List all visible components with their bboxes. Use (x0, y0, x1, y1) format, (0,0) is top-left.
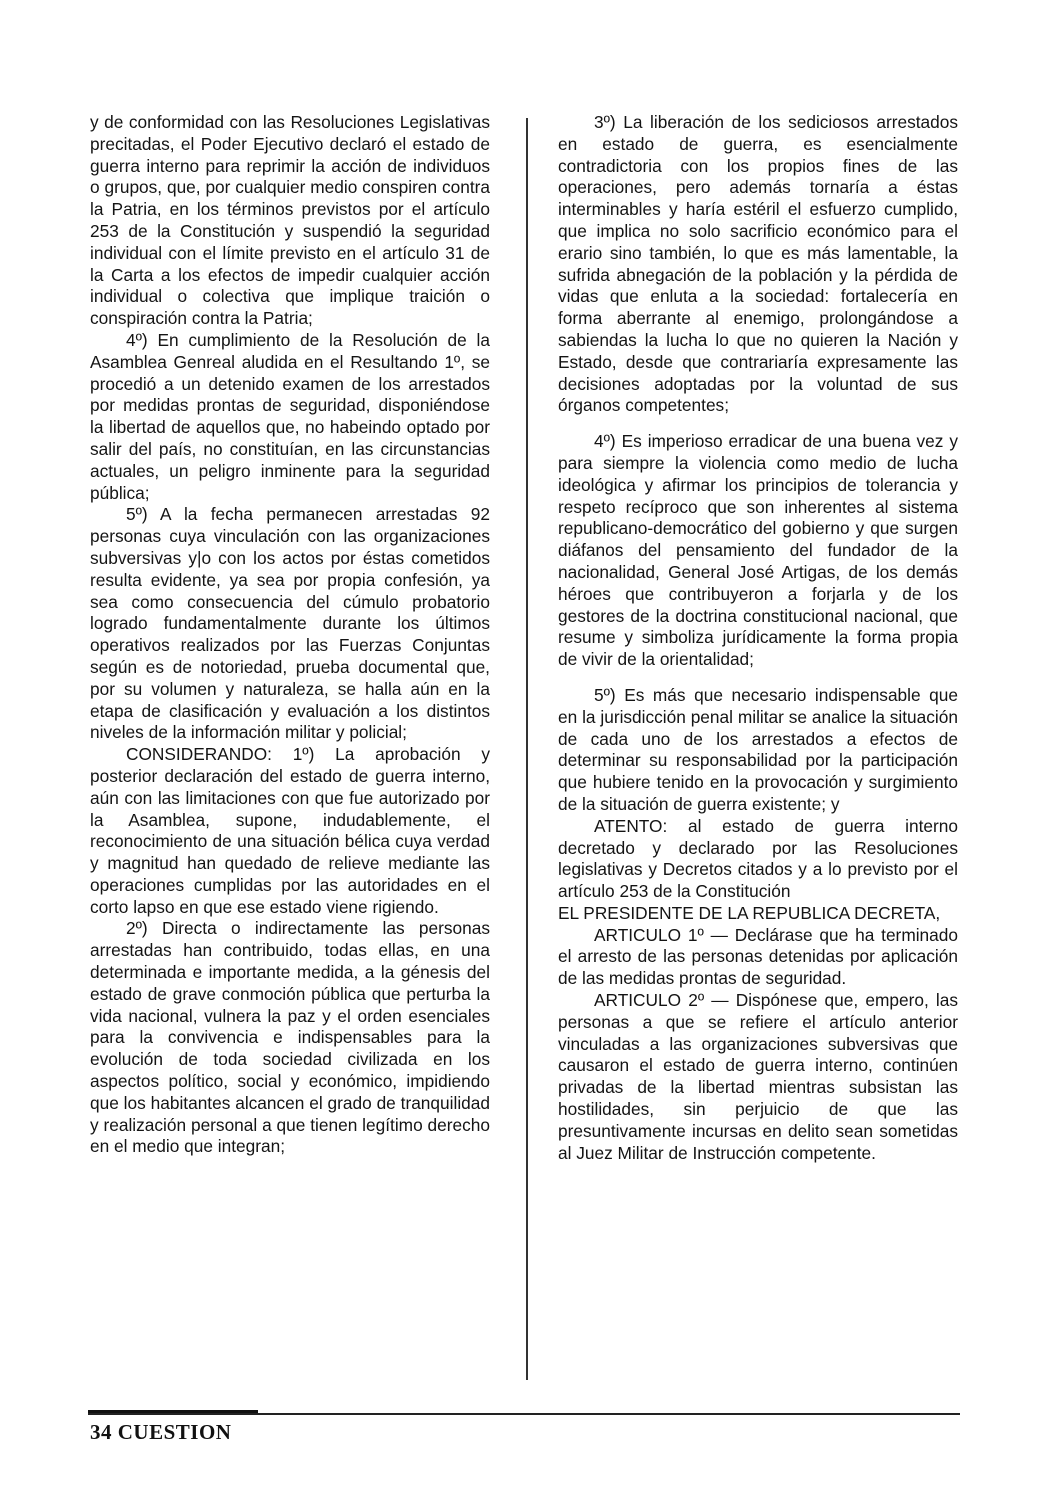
paragraph-articulo-1: ARTICULO 1º — Declárase que ha terminado el arresto de las personas detenidas por aplicación de las medidas prontas de seguridad. (558, 924, 958, 989)
left-column (90, 112, 490, 1158)
paragraph-considerando-2: 2º) Directa o indirectamente las personas arrestadas han contribuido, todas ellas, en una determinada e importante medida, a la génesis del estado de grave conmoción pública que perturba la vida nacional, vulnera la paz y el orden esenciales para la convivencia e indispensables para la evolución de toda sociedad civilizada en los aspectos político, social y económico, impidiendo que los habitantes alcancen el grado de tranquilidad y realización personal a que tienen legítimo derecho en el medio que integran; (90, 918, 490, 1157)
decree-heading: EL PRESIDENTE DE LA REPUBLICA DECRETA, (558, 902, 941, 923)
paragraph-resoluciones: y de conformidad con las Resoluciones Legislativas precitadas, el Poder Ejecutivo declaró el estado de guerra interno para reprimir la acción de individuos o grupos, que, por cualquier medio conspiren contra la Patria, en los términos previstos por el artículo 253 de la Constitución y suspendió la seguridad individual con el límite previsto en el artículo 31 de la Carta a los efectos de impedir cualquier acción individual o colectiva que implique traición o conspiración contra la Patria; (90, 112, 490, 329)
paragraph-atento: ATENTO: al estado de guerra interno decretado y declarado por las Resoluciones legislativas y Decretos citados y a lo previsto por el artículo 253 de la Constitución (558, 815, 958, 902)
column-divider (526, 118, 528, 1380)
paragraph-resultando-5: 5º) A la fecha permanecen arrestadas 92 personas cuya vinculación con las organizaciones subversivas y|o con los actos por éstas cometidos resulta evidente, ya sea por propia confesión, ya sea como consecuencia del cúmulo probatorio logrado fundamentalmente durante los últimos operativos realizados por las Fuerzas Conjuntas según es de notoriedad, prueba documental que, por su volumen y naturaleza, se halla aún en la etapa de clasificación y evaluación a los distintos niveles de la información militar y policial; (90, 504, 490, 743)
paragraph-considerando-3: 3º) La liberación de los sediciosos arrestados en estado de guerra, es esencialmente contradictoria con los propios fines de las operaciones, pero además tornaría a éstas interminables y haría estéril el esfuerzo cumplido, que implica no solo sacrificio económico para el erario sino también, lo que es más lamentable, la sufrida abnegación de la población y la pérdida de vidas que enluta a la sociedad: fortalecería en forma aberrante al enemigo, prolongándose a sabiendas la lucha lo que no quieren la Nación y Estado, desde que contrariaría expresamente las decisiones adoptadas por la voluntad de sus órganos competentes; (558, 112, 958, 416)
right-column (558, 112, 958, 1164)
paragraph-articulo-2: ARTICULO 2º — Dispónese que, empero, las personas a que se refiere el artículo anterior vinculadas a las organizaciones subversivas que causaron el estado de guerra interno, continúen privadas de la libertad mientras subsistan las hostilidades, sin perjuicio de que las presuntivamente incursas en delito sean sometidas al Juez Militar de Instrucción competente. (558, 990, 958, 1163)
page-footer: 34 CUESTION (90, 1420, 232, 1444)
paragraph-resultando-4: 4º) En cumplimiento de la Resolución de la Asamblea Genreal aludida en el Resultando 1º, se procedió a un detenido examen de los arrestados por medidas prontas de seguridad, disponiéndose la libertad de aquellos que, no habeindo optado por salir del país, no constituían, en las circunstancias actuales, un peligro inminente para la seguridad pública; (90, 329, 490, 503)
footer-rule (88, 1413, 960, 1415)
paragraph-considerando-5: 5º) Es más que necesario indispensable que en la jurisdicción penal militar se analice la situación de cada uno de los arrestados a efectos de determinar su responsabilidad por la participación que hubiere tenido en la provocación y surgimiento de la situación de guerra existente; y (558, 684, 958, 814)
paragraph-considerando-1: CONSIDERANDO: 1º) La aprobación y posterior declaración del estado de guerra interno, aún con las limitaciones con que fue autorizado por la Asamblea, supone, indudablemente, el reconocimiento de una situación bélica cuya verdad y magnitud han quedado de relieve mediante las operaciones cumplidas por las autoridades en el corto lapso en que ese estado viene rigiendo. (90, 744, 490, 917)
paragraph-considerando-4: 4º) Es imperioso erradicar de una buena vez y para siempre la violencia como medio de lucha ideológica y afirmar los principios de tolerancia y respeto recíproco que son inherentes al sistema republicano-democrático del gobierno y que surgen diáfanos del pensamiento del fundador de la nacionalidad, General José Artigas, de los demás héroes que contribuyeron a forjarla y de los gestores de la doctrina constitucional nacional, que resume y simboliza jurídicamente la forma propia de vivir de la orientalidad; (558, 431, 958, 670)
